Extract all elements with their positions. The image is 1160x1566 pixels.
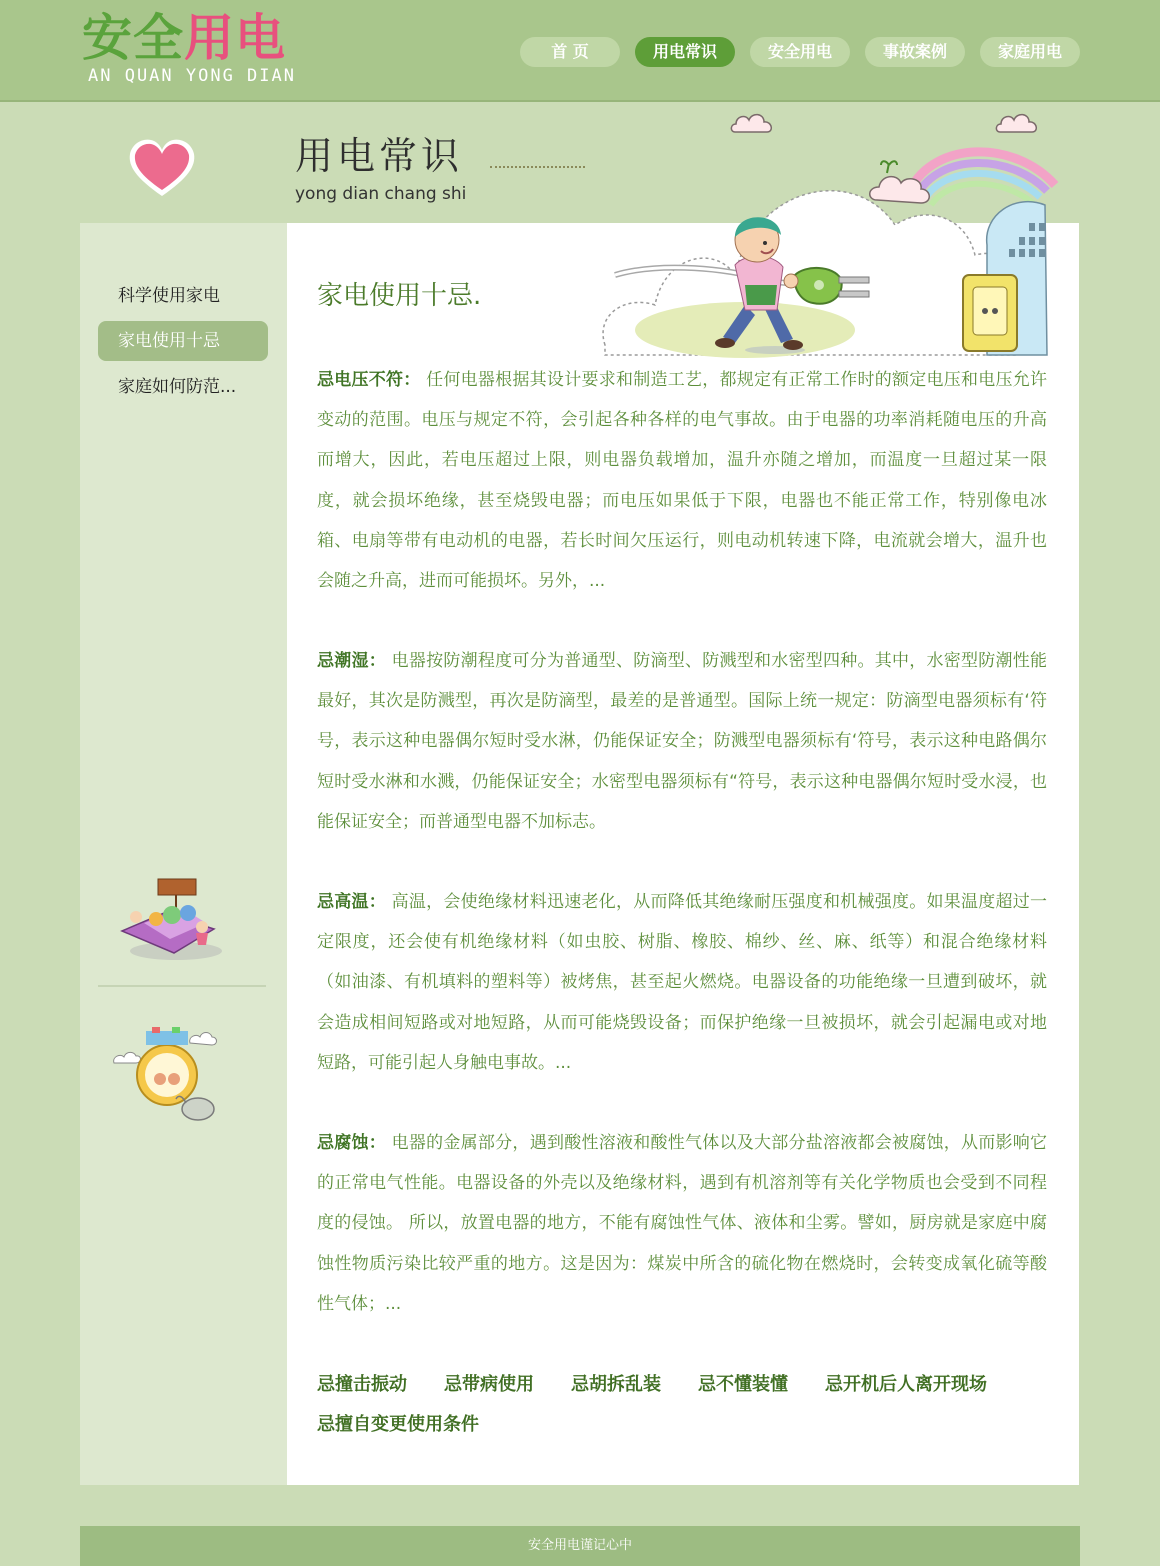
article-title: 家电使用十忌. <box>317 281 482 311</box>
cloud-icon <box>995 110 1040 136</box>
sidebar <box>80 223 287 1485</box>
paragraph-body: 高温，会使绝缘材料迅速老化，从而降低其绝缘耐压强度和机械强度。如果温度超过一定限度，还会使有机绝缘材料（如虫胶、树脂、橡胶、棉纱、丝、麻、纸等）和混合绝缘材料（如油漆、有机填料的塑料等）被烤焦，甚至起火燃烧。电器设备的功能绝缘一旦遭到破坏，就会造成相间短路或对地短路，从而可能烧毁设备；而保护绝缘一旦被损坏，就会引起漏电或对地短路，可能引起人身触电事故。... <box>317 892 1048 1073</box>
nav-home[interactable]: 首 页 <box>520 37 620 67</box>
nav-safe-electricity[interactable]: 安全用电 <box>750 37 850 67</box>
site-logo[interactable] <box>82 10 286 66</box>
link-avoid-disassembly[interactable]: 忌胡拆乱装 <box>571 1374 661 1395</box>
paragraph-body: 任何电器根据其设计要求和制造工艺，都规定有正常工作时的额定电压和电压允许变动的范围。电压与规定不符，会引起各种各样的电气事故。由于电器的功率消耗随电压的升高而增大，因此，若电压超过上限，则电器负载增加，温升亦随之增加，而温度一旦超过某一限度，就会损坏绝缘，甚至烧毁电器；而电压如果低于下限，电器也不能正常工作，特别像电冰箱、电扇等带有电动机的电器，若长时间欠压运行，则电动机转速下降，电流就会增大，温升也会随之升高，进而可能损坏。另外，... <box>317 370 1047 592</box>
nav-accident-cases[interactable]: 事故案例 <box>865 37 965 67</box>
site-header <box>0 0 1160 102</box>
article-paragraph <box>317 882 1047 1083</box>
link-avoid-leaving-on[interactable]: 忌开机后人离开现场 <box>825 1374 987 1395</box>
paragraph-heading: 忌潮湿： <box>317 651 387 671</box>
section-title: 用电常识 <box>295 134 464 178</box>
article-paragraph <box>317 1123 1047 1324</box>
sidebar-item-scientific-use[interactable]: 科学使用家电 <box>118 286 220 306</box>
paragraph-heading: 忌腐蚀： <box>317 1133 387 1153</box>
article-paragraph <box>317 360 1047 601</box>
boy-with-plug-illustration <box>595 145 1080 360</box>
socket-icon <box>963 275 1017 351</box>
article-paragraph <box>317 641 1047 842</box>
nav-home-electricity[interactable]: 家庭用电 <box>980 37 1080 67</box>
logo-text-part1: 安全 <box>82 9 184 67</box>
kids-math-illustration <box>112 1023 220 1127</box>
section-subtitle: yong dian chang shi <box>295 184 467 204</box>
logo-subtitle: AN QUAN YONG DIAN <box>88 66 296 86</box>
nav-electricity-knowledge[interactable]: 用电常识 <box>635 37 735 67</box>
site-footer: 安全用电谨记心中 <box>80 1526 1080 1566</box>
kids-reading-illustration <box>114 871 226 963</box>
paragraph-heading: 忌高温： <box>317 892 387 912</box>
section-title-divider <box>490 166 585 168</box>
sidebar-item-prevention[interactable]: 家庭如何防范... <box>118 377 237 397</box>
sidebar-divider <box>98 985 266 987</box>
paragraph-heading: 忌电压不符： <box>317 370 421 390</box>
heart-icon <box>126 136 198 200</box>
link-avoid-pretending[interactable]: 忌不懂装懂 <box>698 1374 788 1395</box>
logo-text-part2: 用电 <box>184 9 286 67</box>
sidebar-item-ten-donts[interactable]: 家电使用十忌 <box>98 321 268 361</box>
link-avoid-impact[interactable]: 忌撞击振动 <box>317 1374 407 1395</box>
cloud-icon <box>730 110 775 136</box>
link-avoid-changing-conditions[interactable]: 忌擅自变更使用条件 <box>317 1414 479 1435</box>
paragraph-body: 电器按防潮程度可分为普通型、防滴型、防溅型和水密型四种。其中，水密型防潮性能最好，其次是防溅型，再次是防滴型，最差的是普通型。国际上统一规定：防滴型电器须标有‘符号，表示这种电器偶尔短时受水淋，仍能保证安全；防溅型电器须标有‘符号，表示这种电路偶尔短时受水淋和水溅，仍能保证安全；水密型电器须标有“符号，表示这种电器偶尔短时受水浸，也能保证安全；而普通型电器不加标志。 <box>317 651 1048 832</box>
link-avoid-faulty-use[interactable]: 忌带病使用 <box>444 1374 534 1395</box>
main-content <box>287 223 1079 1485</box>
related-links <box>317 1365 1037 1445</box>
paragraph-body: 电器的金属部分，遇到酸性溶液和酸性气体以及大部分盐溶液都会被腐蚀，从而影响它的正常电气性能。电器设备的外壳以及绝缘材料，遇到有机溶剂等有关化学物质也会受到不同程度的侵蚀。 所以，放置电器的地方，不能有腐蚀性气体、液体和尘雾。譬如，厨房就是家庭中腐蚀性物质污染比较严重的地方。这是因为：煤炭中所含的硫化物在燃烧时，会转变成氧化硫等酸性气体；... <box>317 1133 1048 1314</box>
